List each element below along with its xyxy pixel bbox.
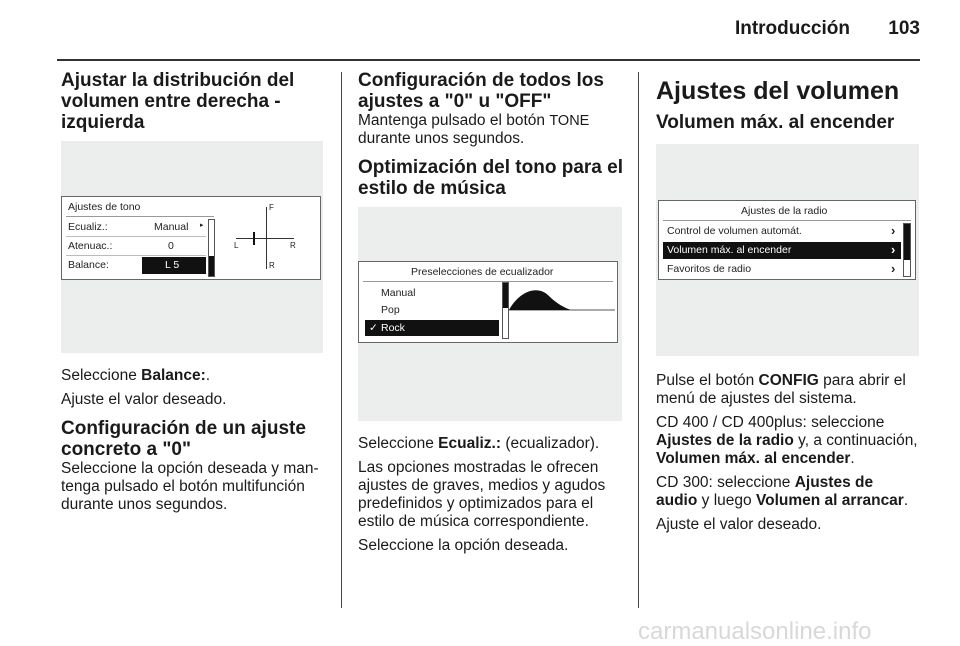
equalizer-presets-screen (358, 261, 618, 343)
screen-title: Ajustes de la radio (741, 205, 828, 217)
equalizer-presets-figure (358, 207, 622, 421)
tone-settings-screen: Ajustes de tono Ecualiz.: Manual ▸ Atenuac.: 0 Balance: L 5 F R L R (61, 196, 321, 280)
scrollbar (208, 219, 215, 277)
paragraph: Seleccione la opción deseada. (358, 537, 569, 554)
scrollbar (502, 282, 509, 339)
section-heading-balance: Ajustar la distribución del volumen entre derecha - izquierda (61, 70, 295, 133)
scrollbar (903, 223, 911, 277)
arrow-right-icon: ▸ (200, 222, 204, 229)
column-divider-1 (341, 72, 342, 608)
list-item: Pop (381, 304, 400, 316)
column-2 (358, 70, 628, 555)
row-value: L 5 (165, 259, 180, 271)
checkmark-icon: ✓ (369, 322, 378, 334)
list-item: Favoritos de radio (667, 263, 752, 275)
section-heading-max-volume: Volumen máx. al encender (656, 112, 895, 133)
balance-horizontal-axis (236, 238, 294, 239)
paragraph: Ajuste el valor deseado. (656, 516, 822, 533)
paragraph: CD 300: seleccione Ajustes de audio y luego Volumen al arrancar. (656, 474, 909, 509)
paragraph: Pulse el botón CONFIG para abrir el menú de ajustes del sistema. (656, 372, 906, 407)
screen-title: Ajustes de tono (68, 201, 141, 213)
radio-settings-screen (658, 200, 916, 280)
tone-settings-figure (61, 141, 323, 353)
chevron-right-icon: › (891, 223, 896, 238)
row-value: 0 (168, 240, 174, 252)
row-label: Atenuac.: (68, 240, 113, 252)
page-header-title: Introducción (734, 18, 850, 39)
paragraph: CD 400 / CD 400plus: seleccione Ajustes de la radio y, a continuación, Volumen máx. al encender. (656, 414, 918, 467)
paragraph: Seleccione Balance:. (61, 367, 211, 384)
paragraph: Las opciones mostradas le ofrecen ajustes de graves, medios y agudos predefinidos y optimizados para el estilo de música correspondiente. (358, 459, 606, 530)
list-item: Manual (381, 287, 416, 299)
list-item: Volumen máx. al encender (667, 244, 792, 256)
row-value: Manual (154, 221, 189, 233)
chevron-right-icon: › (891, 242, 896, 257)
section-heading-reset-single: Configuración de un ajuste concreto a "0" (61, 418, 306, 460)
section-heading-music-style: Optimización del tono para el estilo de música (358, 157, 623, 199)
balance-marker (253, 232, 255, 245)
column-3 (656, 76, 922, 534)
equalizer-curve (509, 282, 615, 340)
paragraph: Seleccione Ecualiz.: (ecualizador). (358, 435, 600, 452)
watermark: carmanualsonline.info (638, 618, 872, 645)
row-label: Balance: (68, 259, 109, 271)
page-number: 103 (888, 18, 920, 39)
radio-settings-figure (656, 144, 919, 356)
list-item: Rock (381, 322, 405, 334)
paragraph: Seleccione la opción deseada y man- tenga pulsado el botón multifunción durante unos segundos. (61, 460, 319, 513)
header-rule (57, 59, 920, 61)
row-label: Ecualiz.: (68, 221, 108, 233)
chevron-right-icon: › (891, 261, 896, 276)
column-divider-2 (638, 72, 639, 608)
list-item: Control de volumen automát. (667, 225, 802, 237)
section-heading-reset-all: Configuración de todos los ajustes a "0" u "OFF" (358, 70, 604, 112)
chapter-title: Ajustes del volumen (656, 77, 900, 105)
column-1 (61, 70, 327, 514)
paragraph: Ajuste el valor deseado. (61, 391, 227, 408)
screen-title: Preselecciones de ecualizador (411, 266, 554, 278)
paragraph: Mantenga pulsado el botón TONE durante unos segundos. (358, 112, 590, 147)
